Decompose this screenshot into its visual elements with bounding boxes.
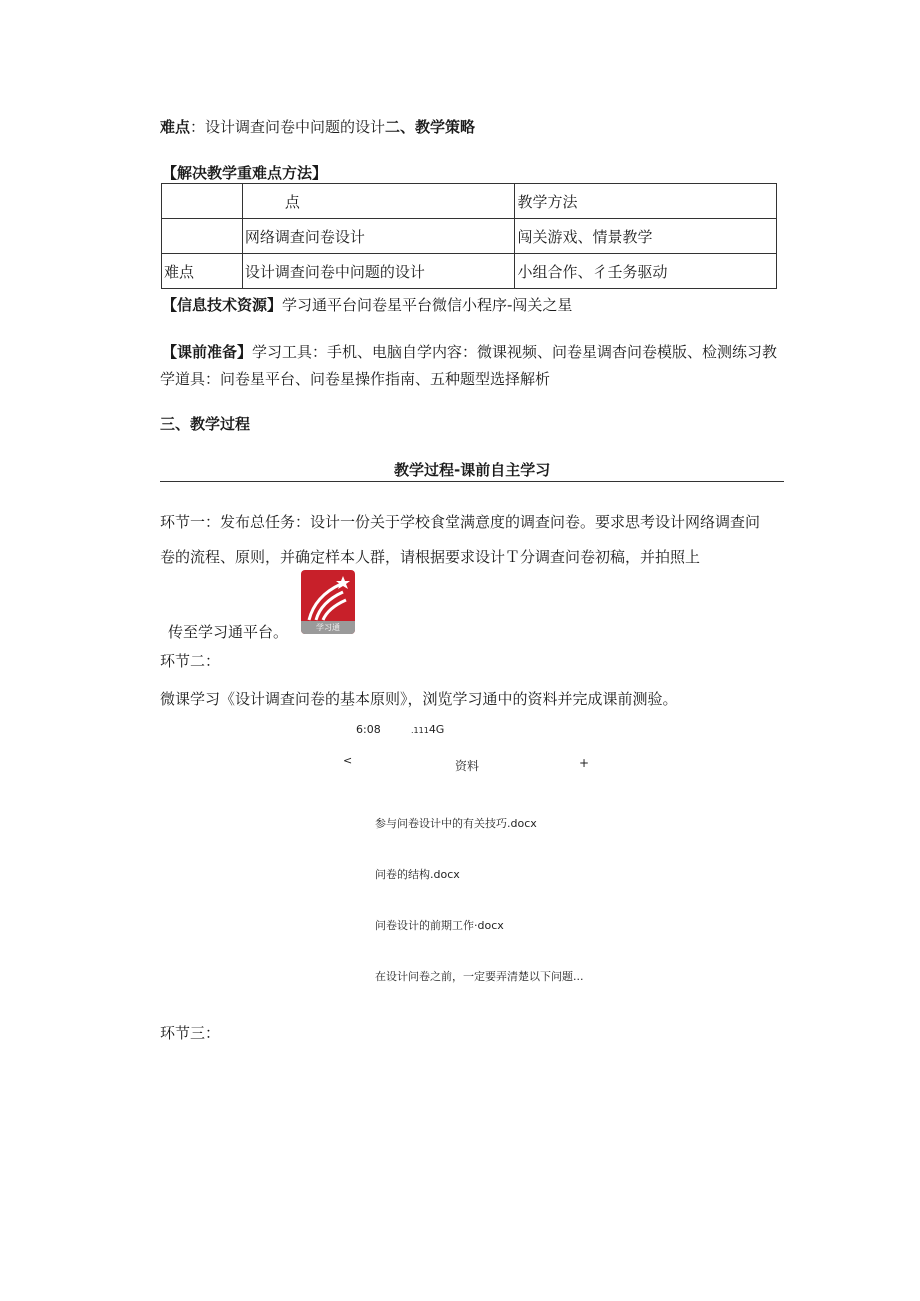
phone-time: 6:08 <box>356 723 381 736</box>
preparation-line1 <box>162 341 777 362</box>
stage1-line3: 传至学习通平台。 <box>168 623 289 641</box>
table-cell: 设计调查问卷中问题的设计 <box>242 254 515 289</box>
signal-bars-text: .111 <box>411 726 429 735</box>
add-icon[interactable]: + <box>579 756 590 770</box>
phone-title: 资料 <box>455 759 480 773</box>
difficulty-line <box>160 116 475 137</box>
file-item[interactable]: 在设计问卷之前，一定要弄清楚以下问题... <box>375 970 584 983</box>
preparation-text1: 学习工具：手机、电脑自学内容：微课视频、问卷星调杳问卷模版、检测练习教 <box>252 343 778 361</box>
back-icon[interactable]: < <box>343 754 353 767</box>
it-resources-label: 【信息技术资源】 <box>162 296 283 314</box>
stage1-line2: 卷的流程、原则，并确定样本人群，请根据要求设计Ｔ分调查问卷初稿，并拍照上 <box>160 548 701 566</box>
stage1-line1: 环节一：发布总任务：设计一份关于学校食堂满意度的调查问卷。要求思考设计网络调查问 <box>160 513 761 531</box>
preparation-label: 【课前准备】 <box>162 343 253 361</box>
file-item[interactable]: 问卷的结构.docx <box>375 868 460 881</box>
xuexitong-logo <box>301 570 355 634</box>
section-divider <box>160 481 784 482</box>
section3-heading: 三、教学过程 <box>160 415 251 433</box>
table-row <box>162 254 777 289</box>
methods-heading: 【解决教学重难点方法】 <box>162 164 328 182</box>
table-cell <box>162 219 243 254</box>
phone-signal <box>411 723 444 736</box>
logo-label: 学习通 <box>316 623 340 632</box>
strategy-table <box>161 183 777 289</box>
network-type: 4G <box>428 723 445 736</box>
difficulty-label: 难点 <box>160 118 191 136</box>
table-cell: 闯关游戏、情景教学 <box>515 219 777 254</box>
table-cell: 点 <box>242 184 515 219</box>
table-cell: 教学方法 <box>515 184 777 219</box>
table-header-row <box>162 184 777 219</box>
file-item[interactable]: 问卷设计的前期工作·docx <box>375 919 504 932</box>
table-cell: 难点 <box>162 254 243 289</box>
section2-heading: 二、教学策略 <box>385 118 476 136</box>
preparation-line2: 学道具：问卷星平台、问卷星操作指南、五种题型选择解析 <box>160 370 551 388</box>
stage2-label: 环节二： <box>160 652 221 670</box>
stage3-label: 环节三： <box>160 1024 221 1042</box>
process-title: 教学过程-课前自主学习 <box>394 461 551 479</box>
difficulty-text: ：设计调查问卷中问题的设计 <box>190 118 386 136</box>
table-cell <box>162 184 243 219</box>
stage2-text: 微课学习《设计调查问卷的基本原则》，浏览学习通中的资料并完成课前测验。 <box>160 690 678 708</box>
it-resources-line <box>162 294 572 315</box>
file-item[interactable]: 参与问卷设计中的有关技巧.docx <box>375 817 537 830</box>
table-row <box>162 219 777 254</box>
table-cell: 网络调查问卷设计 <box>242 219 515 254</box>
it-resources-text: 学习通平台问卷星平台微信小程序-闯关之星 <box>282 296 573 314</box>
table-cell: 小组合作、彳壬务驱动 <box>515 254 777 289</box>
